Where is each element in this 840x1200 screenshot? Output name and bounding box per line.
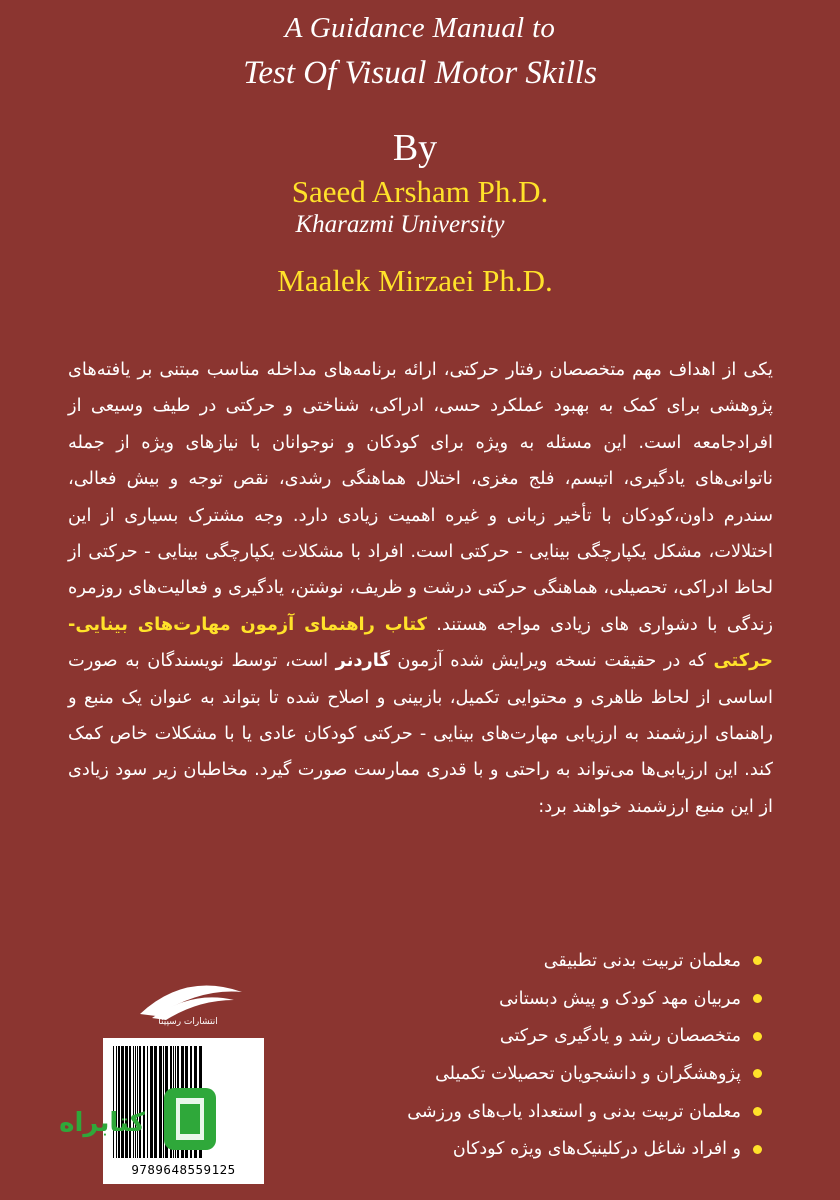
gardner-name: گاردنر <box>335 650 390 672</box>
bullet-icon <box>753 994 762 1003</box>
by-label: By <box>392 127 438 169</box>
audience-list <box>342 942 762 1168</box>
list-item-label: و افراد شاغل درکلینیک‌های ویژه کودکان <box>452 1139 741 1160</box>
author-1: Saeed Arsham Ph.D. <box>291 174 549 209</box>
bullet-icon <box>753 1107 762 1116</box>
list-item-label: معلمان تربیت بدنی و استعداد یاب‌های ورزشی <box>407 1101 741 1122</box>
author-affiliation: Kharazmi University <box>295 211 505 238</box>
description-part-2: که در حقیقت نسخه ویرایش شده آزمون <box>389 650 714 672</box>
list-item-label: متخصصان رشد و یادگیری حرکتی <box>499 1026 741 1047</box>
book-title-highlight: کتاب راهنمای آزمون مهارت‌های بینایی- حرکتی <box>68 613 773 672</box>
author-2: Maalek Mirzaei Ph.D. <box>277 263 553 298</box>
watermark-text: کتابراه <box>59 1108 145 1138</box>
bullet-icon <box>753 1032 762 1041</box>
bullet-icon <box>753 1069 762 1078</box>
bullet-icon <box>753 956 762 965</box>
bullet-icon <box>753 1145 762 1154</box>
list-item-label: معلمان تربیت بدنی تطبیقی <box>543 950 741 971</box>
list-item <box>342 1055 762 1093</box>
title-line-2: Test Of Visual Motor Skills <box>243 55 597 91</box>
description-part-3: است، توسط نویسندگان به صورت اساسی از لحاظ ظاهری و محتوایی تکمیل، بازبینی و اصلاح شده تا بتواند به عنوان یک منبع و راهنمای ارزشمند به ارزیابی مهارت‌های بینایی - حرکتی کودکان عادی یا با مشکلات خاص کمک کند. این ارزیابی‌ها می‌تواند به راحتی و با قدری ممارست صورت گیرد. مخاطبان زیر سود زیادی از این منبع ارزشمند خواهند برد: <box>68 650 773 817</box>
publisher-name: انتشارات رسپینا <box>158 1017 218 1027</box>
list-item <box>342 1017 762 1055</box>
list-item <box>342 1093 762 1131</box>
description-part-1: یکی از اهداف مهم متخصصان رفتار حرکتی، ارائه برنامه‌های مداخله مناسب مبتنی بر یافته‌های پژوهشی برای کمک به بهبود عملکرد حسی، ادراکی، شناختی و حرکتی در طیف وسیعی از افرادجامعه است. این مسئله به ویژه برای کودکان و نوجوانان با نیازهای ویژه از جمله ناتوانی‌های یادگیری، اتیسم، فلج مغزی، اختلال هماهنگی رشدی، نقص توجه و بیش فعالی، سندرم داون،کودکان با تأخیر زبانی و غیره اهمیت زیادی دارد. وجه مشترک بسیاری از این اختلالات، مشکل یکپارچگی بینایی - حرکتی است. افراد با مشکلات یکپارچگی بینایی - حرکتی از لحاظ ادراکی، تحصیلی، هماهنگی حرکتی درشت و ظریف، نوشتن، یادگیری و فعالیت‌های روزمره زندگی با دشواری های زیادی مواجه هستند. <box>68 359 774 635</box>
list-item <box>342 942 762 980</box>
title-line-1: A Guidance Manual to <box>284 12 556 44</box>
description-paragraph <box>68 352 773 825</box>
isbn-number: 9789648559125 <box>131 1162 236 1177</box>
list-item <box>342 1130 762 1168</box>
list-item-label: پژوهشگران و دانشجویان تحصیلات تکمیلی <box>435 1063 741 1084</box>
list-item <box>342 980 762 1018</box>
list-item-label: مربیان مهد کودک و پیش دبستانی <box>499 988 741 1009</box>
